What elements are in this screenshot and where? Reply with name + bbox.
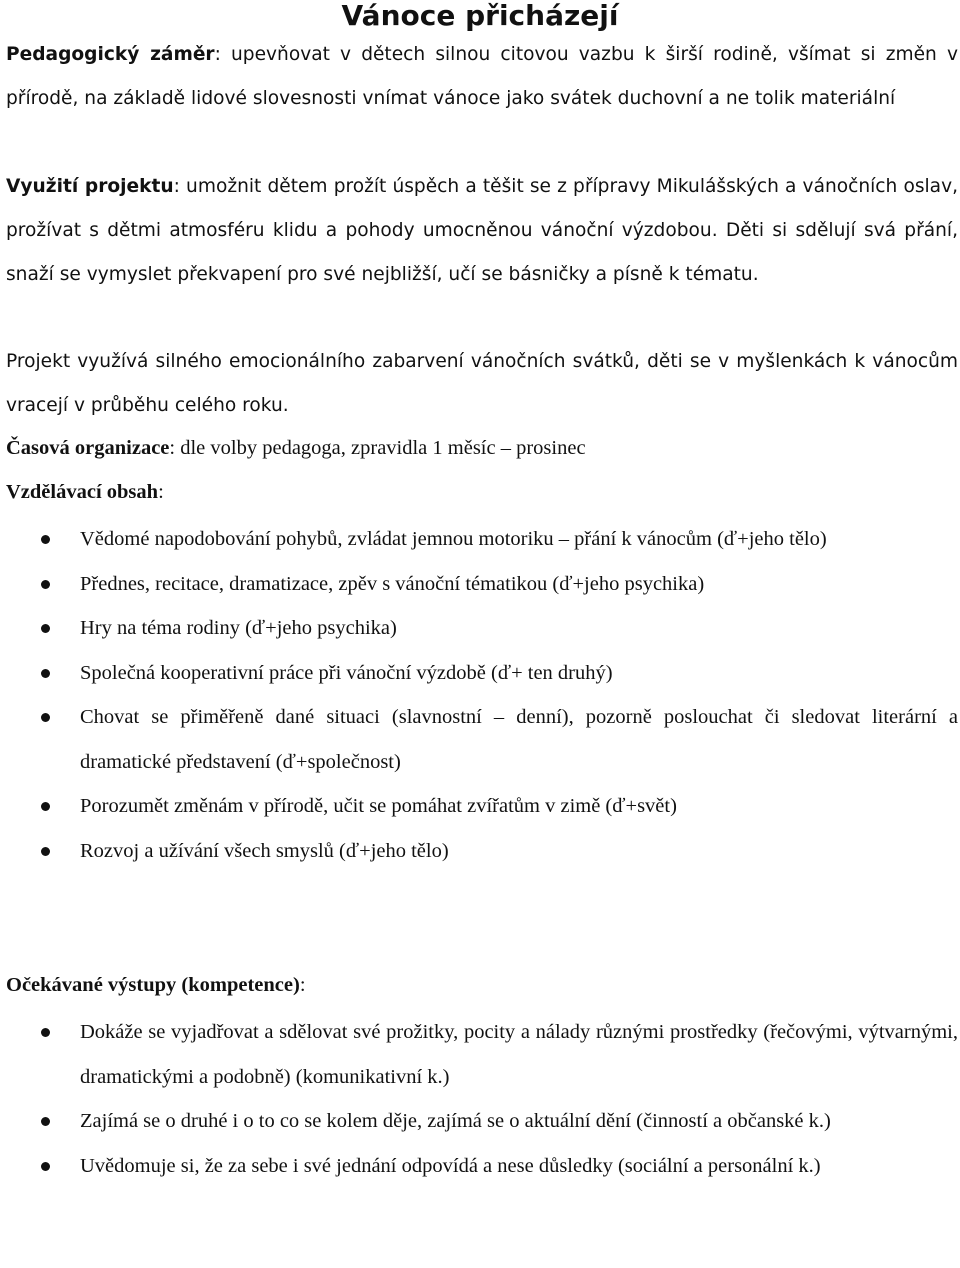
list-item — [0, 606, 960, 651]
list-item — [0, 517, 960, 562]
casova-organizace-paragraph — [6, 427, 586, 471]
vzdelavaci-obsah-list — [0, 517, 960, 873]
ocekavane-vystupy-heading — [6, 964, 306, 1008]
bullet-icon — [41, 1117, 50, 1126]
vyuziti-projektu-label: Využití projektu — [6, 176, 174, 197]
vzdelavaci-obsah-label: Vzdělávací obsah — [6, 481, 159, 503]
bullet-icon — [41, 669, 50, 678]
list-item-text: Dokáže se vyjadřovat a sdělovat své prožitky, pocity a nálady různými prostředky (řečovými, výtvarnými, dramatickými a podobně) (komunikativní k.) — [80, 1021, 958, 1088]
list-item — [0, 651, 960, 696]
list-item — [0, 829, 960, 874]
casova-organizace-label: Časová organizace — [6, 437, 170, 459]
vzdelavaci-obsah-heading — [6, 471, 164, 515]
bullet-icon — [41, 580, 50, 589]
bullet-icon — [41, 535, 50, 544]
ocekavane-vystupy-label: Očekávané výstupy (kompetence) — [6, 974, 300, 996]
list-item-text: Přednes, recitace, dramatizace, zpěv s vánoční tématikou (ď+jeho psychika) — [80, 572, 705, 595]
list-item-text: Zajímá se o druhé i o to co se kolem děje, zajímá se o aktuální dění (činností a občanské k.) — [80, 1110, 831, 1132]
bullet-icon — [41, 802, 50, 811]
casova-organizace-text: : dle volby pedagoga, zpravidla 1 měsíc – prosinec — [169, 437, 586, 459]
list-item-text: Hry na téma rodiny (ď+jeho psychika) — [80, 617, 397, 639]
bullet-icon — [41, 1162, 50, 1171]
pedagogicky-zamer-paragraph — [6, 33, 958, 121]
list-item-text: Společná kooperativní práce při vánoční výzdobě (ď+ ten druhý) — [80, 661, 613, 684]
bullet-icon — [41, 713, 50, 722]
list-item-text: Rozvoj a užívání všech smyslů (ď+jeho tělo) — [80, 839, 449, 862]
bullet-icon — [41, 624, 50, 633]
ocekavane-vystupy-list — [0, 1010, 960, 1188]
ocekavane-vystupy-suffix: : — [299, 974, 306, 996]
vyuziti-projektu-paragraph — [6, 165, 958, 296]
list-item-text: Vědomé napodobování pohybů, zvládat jemnou motoriku – přání k vánocům (ď+jeho tělo) — [80, 528, 827, 550]
list-item-text: Chovat se přiměřeně dané situaci (slavnostní – denní), pozorně poslouchat či sledovat literární a dramatické představení (ď+společnost) — [80, 706, 958, 773]
vyuziti-projektu-text: : umožnit dětem prožít úspěch a těšit se z přípravy Mikulášských a vánočních oslav, prožívat s dětmi atmosféru klidu a pohody umocněnou vánoční výzdobou. Děti si sdělují svá přání, snaží se vymyslet překvapení pro své nejbližší, učí se básničky a písně k tématu. — [6, 176, 958, 285]
bullet-icon — [41, 1028, 50, 1037]
projekt-paragraph: Projekt využívá silného emocionálního zabarvení vánočních svátků, děti se v myšlenkách k vánocům vracejí v průběhu celého roku. — [6, 351, 958, 416]
vzdelavaci-obsah-suffix: : — [158, 481, 164, 503]
document-title: Vánoce přicházejí — [341, 0, 619, 32]
list-item — [0, 784, 960, 829]
pedagogicky-zamer-label: Pedagogický záměr — [6, 44, 215, 65]
list-item — [0, 1144, 960, 1189]
list-item — [0, 562, 960, 607]
pedagogicky-zamer-text: : upevňovat v dětech silnou citovou vazbu k širší rodině, všímat si změn v přírodě, na základě lidové slovesnosti vnímat vánoce jako svátek duchovní a ne tolik materiální — [6, 44, 958, 109]
list-item — [0, 1099, 960, 1144]
list-item — [0, 695, 960, 784]
bullet-icon — [41, 847, 50, 856]
list-item-text: Uvědomuje si, že za sebe i své jednání odpovídá a nese důsledky (sociální a personální k.) — [80, 1154, 821, 1177]
list-item-text: Porozumět změnám v přírodě, učit se pomáhat zvířatům v zimě (ď+svět) — [80, 795, 677, 817]
list-item — [0, 1010, 960, 1099]
